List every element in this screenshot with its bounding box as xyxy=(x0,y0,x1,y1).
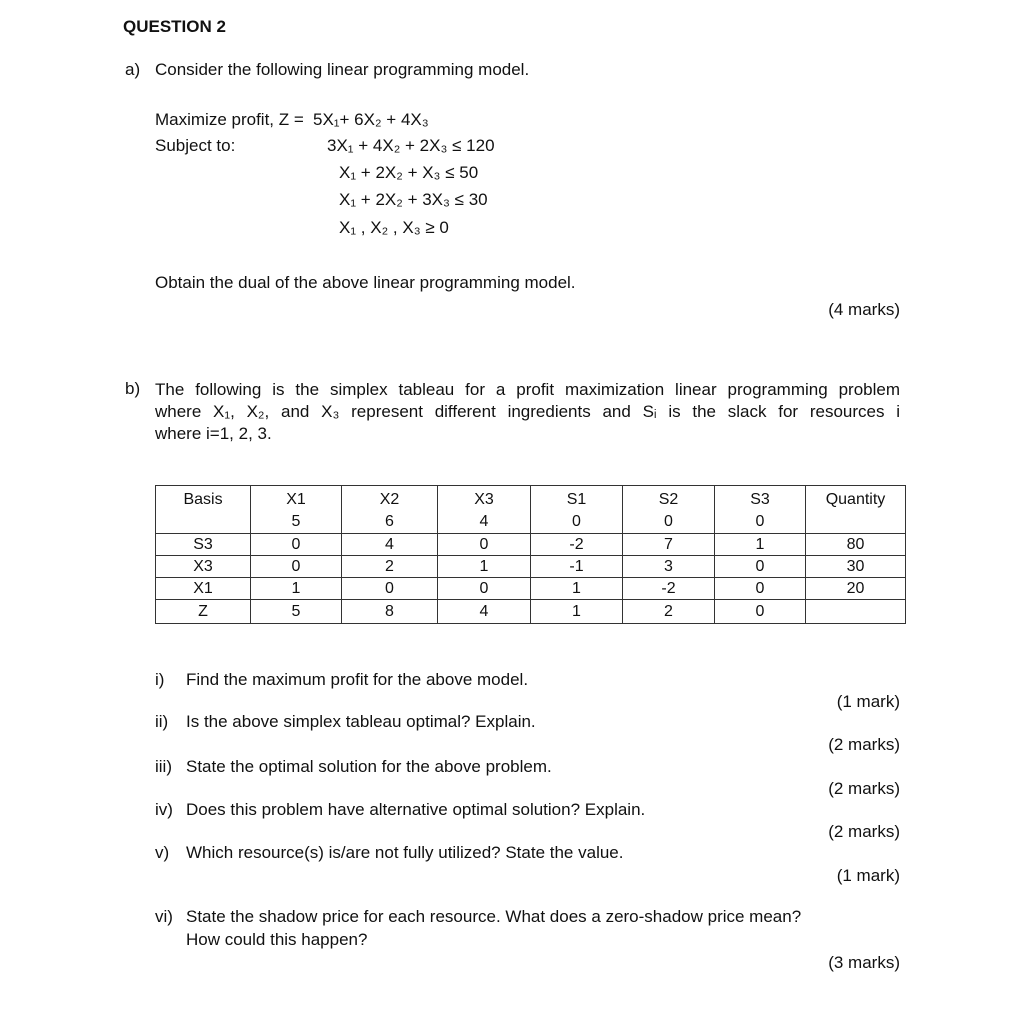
subject-to-label: Subject to: xyxy=(155,136,236,155)
column-header: S1 0 xyxy=(531,486,623,534)
basis-cell: S3 xyxy=(156,534,251,556)
table-cell: 0 xyxy=(715,578,806,600)
table-cell: -1 xyxy=(531,556,623,578)
table-row xyxy=(156,556,906,578)
column-header: X2 6 xyxy=(342,486,438,534)
question-marks: (2 marks) xyxy=(828,779,900,798)
table-cell: 2 xyxy=(342,556,438,578)
column-header: S3 0 xyxy=(715,486,806,534)
basis-cell: X3 xyxy=(156,556,251,578)
table-row xyxy=(156,578,906,600)
question-text: How could this happen? xyxy=(186,930,368,949)
column-header: X1 5 xyxy=(251,486,342,534)
question-number: v) xyxy=(155,843,170,862)
question-number: ii) xyxy=(155,712,169,731)
question-marks: (2 marks) xyxy=(828,735,900,754)
intro-line: The following is the simplex tableau for a profit maximization linear programming problem xyxy=(155,380,900,399)
constraint-3: X₁ + 2X₂ + 3X₃ ≤ 30 xyxy=(339,190,488,209)
basis-header: Basis xyxy=(156,486,251,534)
table-cell: 0 xyxy=(251,534,342,556)
table-cell: 1 xyxy=(715,534,806,556)
basis-cell: X1 xyxy=(156,578,251,600)
quantity-cell: 80 xyxy=(806,534,906,556)
objective-label: Maximize profit, Z = xyxy=(155,110,304,129)
question-marks: (1 mark) xyxy=(836,692,900,711)
table-cell: 4 xyxy=(342,534,438,556)
simplex-tableau xyxy=(155,485,906,624)
question-marks: (3 marks) xyxy=(828,953,900,972)
table-cell: 0 xyxy=(438,578,531,600)
table-cell: 3 xyxy=(623,556,715,578)
part-a-label: a) xyxy=(125,60,141,79)
question-number: vi) xyxy=(155,907,173,926)
table-cell: 1 xyxy=(531,578,623,600)
table-cell: 0 xyxy=(251,556,342,578)
question-title: QUESTION 2 xyxy=(123,17,226,36)
table-cell: 5 xyxy=(251,600,342,624)
part-a-intro: Consider the following linear programming model. xyxy=(155,60,530,79)
table-cell: 7 xyxy=(623,534,715,556)
table-cell: -2 xyxy=(531,534,623,556)
question-number: iii) xyxy=(155,757,172,776)
part-b-label: b) xyxy=(125,379,141,398)
table-row xyxy=(156,600,906,624)
question-text: State the optimal solution for the above problem. xyxy=(186,757,552,776)
part-a-marks: (4 marks) xyxy=(828,300,900,319)
intro-line: where X₁, X₂, and X₃ represent different ingredients and Sᵢ is the slack for resources i xyxy=(155,402,900,421)
quantity-cell: 20 xyxy=(806,578,906,600)
quantity-cell xyxy=(806,600,906,624)
table-cell: 1 xyxy=(438,556,531,578)
basis-cell: Z xyxy=(156,600,251,624)
question-marks: (1 mark) xyxy=(836,866,900,885)
part-a-task: Obtain the dual of the above linear programming model. xyxy=(155,273,576,292)
question-text: Is the above simplex tableau optimal? Explain. xyxy=(186,712,536,731)
part-b-intro xyxy=(155,379,900,445)
question-marks: (2 marks) xyxy=(828,822,900,841)
table-header-row xyxy=(156,486,906,534)
table-cell: 0 xyxy=(715,600,806,624)
question-text: State the shadow price for each resource. What does a zero-shadow price mean? xyxy=(186,907,802,926)
quantity-cell: 30 xyxy=(806,556,906,578)
table-cell: 0 xyxy=(715,556,806,578)
intro-line: where i=1, 2, 3. xyxy=(155,424,272,443)
table-cell: -2 xyxy=(623,578,715,600)
non-negativity: X₁ , X₂ , X₃ ≥ 0 xyxy=(339,218,449,237)
quantity-header: Quantity xyxy=(806,486,906,534)
question-text: Which resource(s) is/are not fully utilized? State the value. xyxy=(186,843,624,862)
question-number: iv) xyxy=(155,800,173,819)
objective-function: 5X₁+ 6X₂ + 4X₃ xyxy=(313,110,429,129)
column-header: X3 4 xyxy=(438,486,531,534)
column-header: S2 0 xyxy=(623,486,715,534)
constraint-1: 3X₁ + 4X₂ + 2X₃ ≤ 120 xyxy=(327,136,495,155)
table-cell: 1 xyxy=(251,578,342,600)
table-cell: 1 xyxy=(531,600,623,624)
question-text: Find the maximum profit for the above model. xyxy=(186,670,529,689)
table-cell: 4 xyxy=(438,600,531,624)
table-cell: 0 xyxy=(438,534,531,556)
table-cell: 0 xyxy=(342,578,438,600)
constraint-2: X₁ + 2X₂ + X₃ ≤ 50 xyxy=(339,163,479,182)
table-cell: 2 xyxy=(623,600,715,624)
table-cell: 8 xyxy=(342,600,438,624)
question-number: i) xyxy=(155,670,165,689)
table-row xyxy=(156,534,906,556)
question-text: Does this problem have alternative optimal solution? Explain. xyxy=(186,800,646,819)
